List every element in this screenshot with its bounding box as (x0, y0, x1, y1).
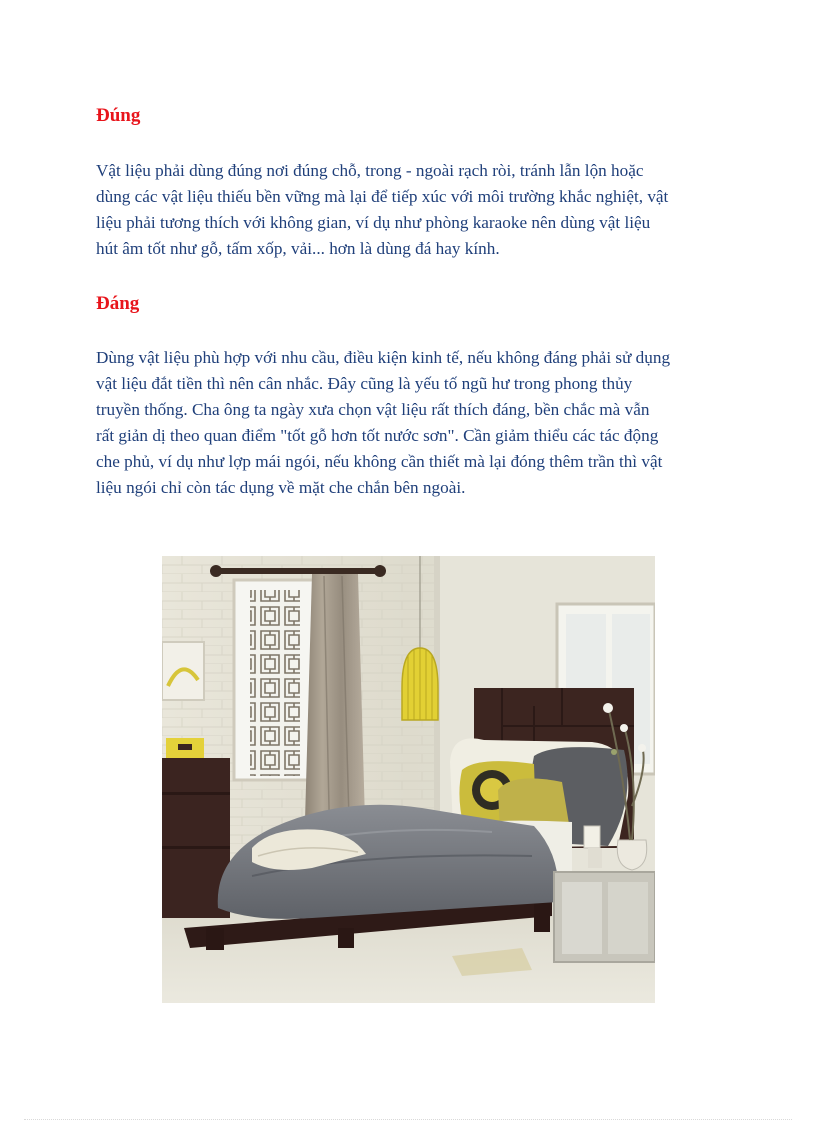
paragraph-line: hút âm tốt như gỗ, tấm xốp, vải... hơn là dùng đá hay kính. (96, 239, 500, 258)
section-paragraph-dang (96, 345, 736, 501)
section-heading-dung: Đúng (96, 105, 141, 126)
paragraph-line: liệu phải tương thích với không gian, ví dụ như phòng karaoke nên dùng vật liệu (96, 213, 651, 232)
bedroom-photo (162, 556, 655, 1003)
paragraph-line: Vật liệu phải dùng đúng nơi đúng chỗ, trong - ngoài rạch ròi, tránh lẫn lộn hoặc (96, 161, 644, 180)
paragraph-line: che phủ, ví dụ như lợp mái ngói, nếu không cần thiết mà lại đóng thêm trần thì vật (96, 452, 663, 471)
paragraph-line: Dùng vật liệu phù hợp với nhu cầu, điều kiện kinh tế, nếu không đáng phải sử dụng (96, 348, 671, 367)
section-paragraph-dung (96, 158, 736, 262)
paragraph-line: rất giản dị theo quan điểm "tốt gỗ hơn tốt nước sơn". Cần giảm thiểu các tác động (96, 426, 659, 445)
paragraph-line: dùng các vật liệu thiếu bền vững mà lại để tiếp xúc với môi trường khắc nghiệt, vật (96, 187, 669, 206)
paragraph-line: vật liệu đắt tiền thì nên cân nhắc. Đây cũng là yếu tố ngũ hư trong phong thủy (96, 374, 633, 393)
paragraph-line: liệu ngói chỉ còn tác dụng về mặt che chắn bên ngoài. (96, 478, 466, 497)
page-bottom-border (24, 1119, 792, 1120)
section-heading-dang: Đáng (96, 293, 140, 314)
paragraph-line: truyền thống. Cha ông ta ngày xưa chọn vật liệu rất thích đáng, bền chắc mà vẫn (96, 400, 650, 419)
